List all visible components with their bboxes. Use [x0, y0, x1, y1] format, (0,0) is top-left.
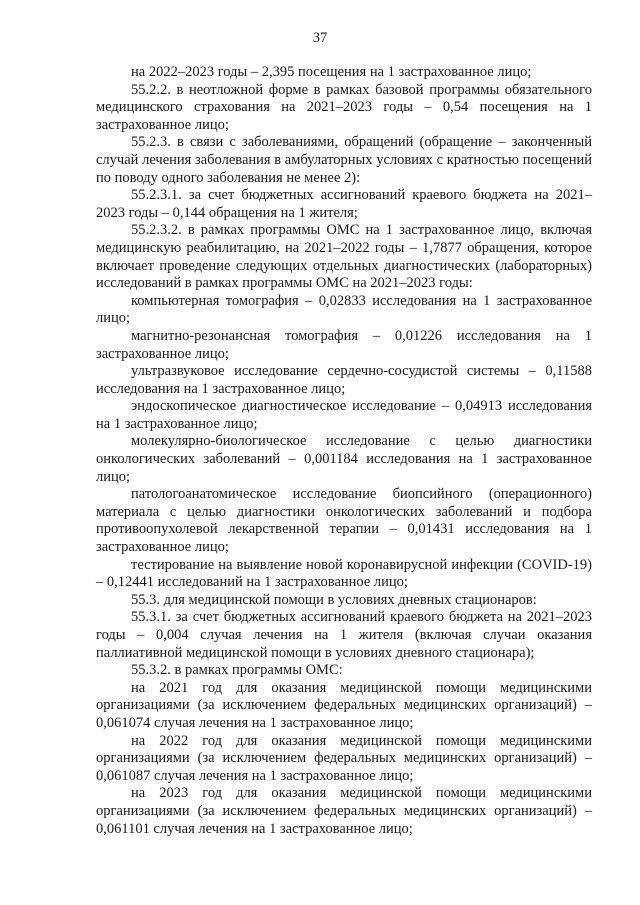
paragraph: тестирование на выявление новой коронавирусной инфекции (COVID-19) – 0,12441 исследований на 1 застрахованное лицо;	[96, 556, 592, 591]
paragraph: 55.2.3.2. в рамках программы ОМС на 1 застрахованное лицо, включая медицинскую реабилитацию, на 2021–2022 годы – 1,7877 обращения, которое включает проведение следующих отдельных диагностических (лабораторных) исследований в рамках программы ОМС на 2021–2023 годы:	[96, 222, 592, 292]
paragraph: 55.3. для медицинской помощи в условиях дневных стационаров:	[131, 591, 537, 608]
paragraph: на 2021 год для оказания медицинской помощи медицинскими организациями (за исключением федеральных медицинских организаций) – 0,061074 случая лечения на 1 застрахованное лицо;	[96, 679, 592, 731]
paragraph: на 2022–2023 годы – 2,395 посещения на 1 застрахованное лицо;	[131, 64, 532, 80]
paragraph: компьютерная томография – 0,02833 исследования на 1 застрахованное лицо;	[96, 292, 592, 327]
paragraph: 55.2.3. в связи с заболеваниями, обращений (обращение – законченный случай лечения заболевания в амбулаторных условиях с кратностью посещений по поводу одного заболевания не менее 2):	[96, 134, 592, 186]
paragraph: на 2023 год для оказания медицинской помощи медицинскими организациями (за исключением федеральных медицинских организаций) – 0,061101 случая лечения на 1 застрахованное лицо;	[96, 785, 592, 837]
paragraph: на 2022 год для оказания медицинской помощи медицинскими организациями (за исключением федеральных медицинских организаций) – 0,061087 случая лечения на 1 застрахованное лицо;	[96, 732, 592, 784]
page-number: 37	[312, 30, 328, 46]
document-body	[96, 64, 592, 838]
paragraph: 55.2.3.1. за счет бюджетных ассигнований краевого бюджета на 2021–2023 годы – 0,144 обращения на 1 жителя;	[96, 187, 592, 221]
paragraph: эндоскопическое диагностическое исследование – 0,04913 исследования на 1 застрахованное лицо;	[96, 398, 592, 432]
paragraph: магнитно-резонансная томография – 0,01226 исследования на 1 застрахованное лицо;	[96, 327, 592, 362]
paragraph: 55.3.2. в рамках программы ОМС:	[131, 662, 343, 679]
paragraph: патологоанатомическое исследование биопсийного (операционного) материала с целью диагностики онкологических заболеваний и подбора противоопухолевой лекарственной терапии – 0,01431 исследования на 1 застрахованное лицо;	[96, 486, 592, 556]
paragraph: молекулярно-биологическое исследование с целью диагностики онкологических заболеваний – 0,001184 исследования на 1 застрахованное лицо;	[96, 433, 592, 485]
paragraph: 55.2.2. в неотложной форме в рамках базовой программы обязательного медицинского страхования на 2021–2023 годы – 0,54 посещения на 1 застрахованное лицо;	[96, 81, 592, 133]
paragraph: 55.3.1. за счет бюджетных ассигнований краевого бюджета на 2021–2023 годы – 0,004 случая лечения на 1 жителя (включая случаи оказания паллиативной медицинской помощи в условиях дневного стационара);	[96, 609, 592, 661]
paragraph: ультразвуковое исследование сердечно-сосудистой системы – 0,11588 исследования на 1 застрахованное лицо;	[96, 363, 592, 397]
